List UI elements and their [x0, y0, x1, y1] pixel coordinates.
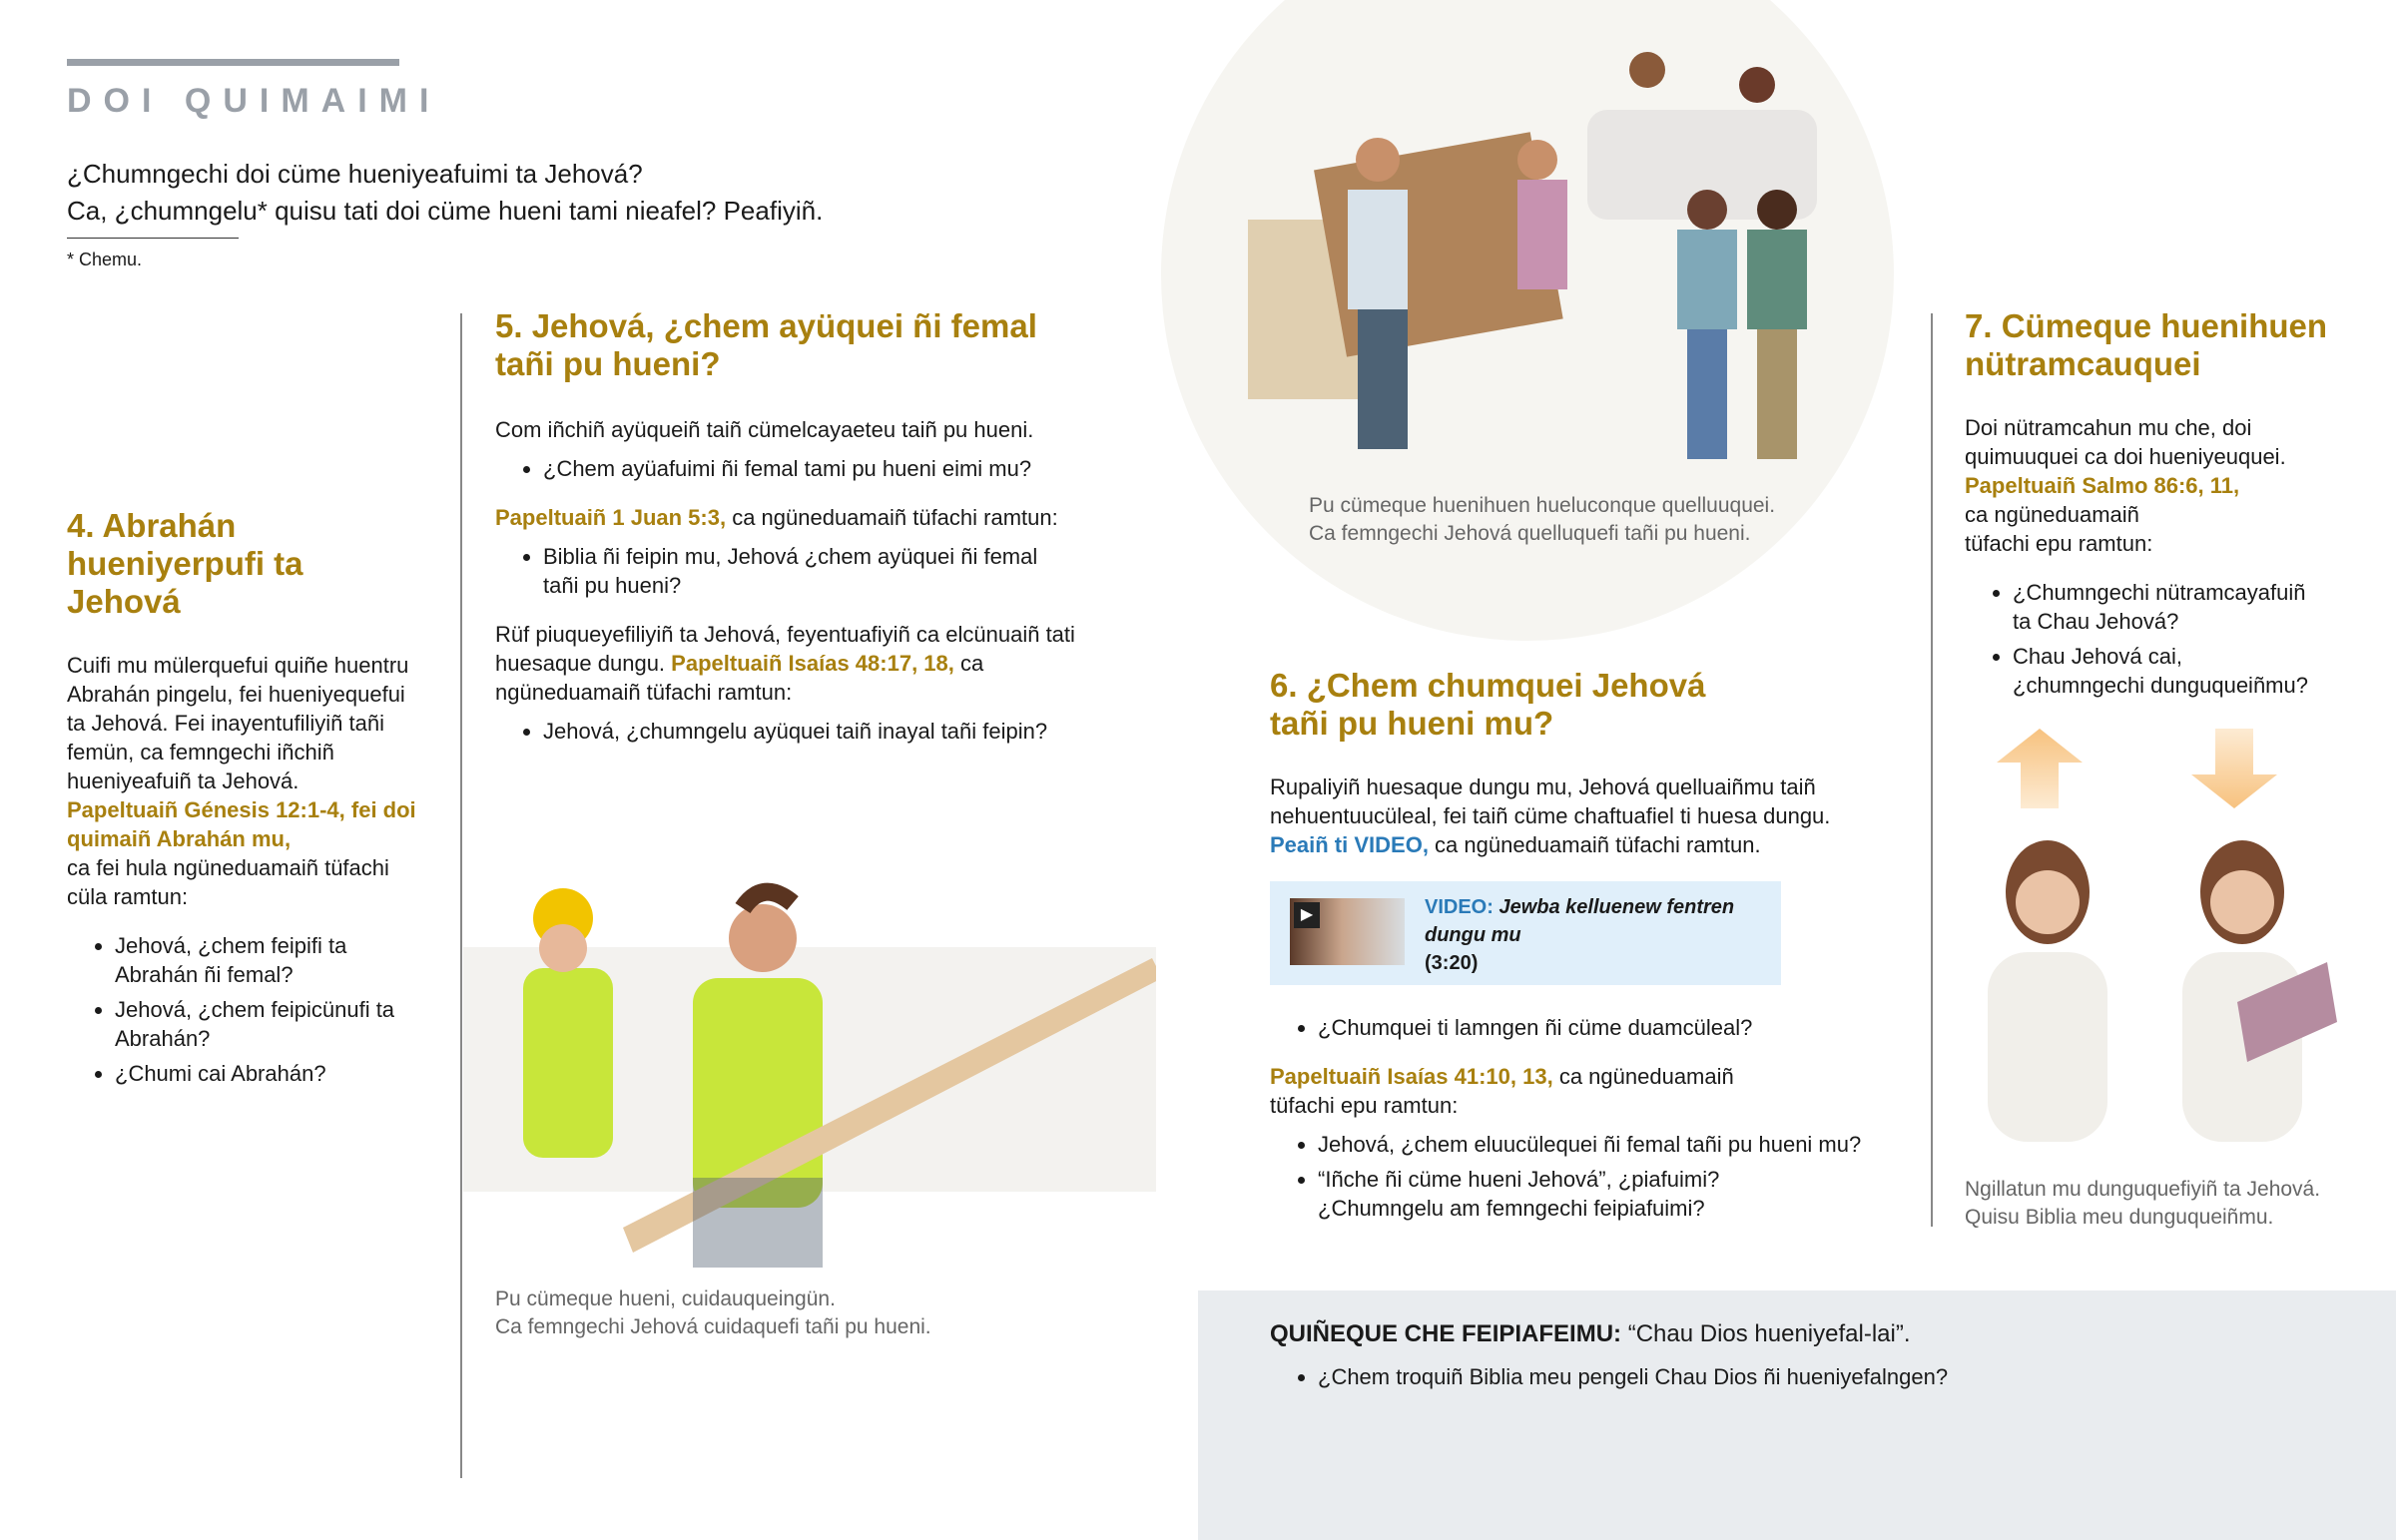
play-icon[interactable]: ▶ — [1294, 902, 1320, 928]
section-7-heading: 7. Cümeque huenihuen nütramcauquei — [1965, 307, 2328, 382]
section-7 — [1965, 307, 2364, 720]
instruction: ca ngüneduamaiñ tüfachi ramtun. — [1428, 832, 1761, 857]
footnote-divider — [67, 238, 239, 239]
scripture-link[interactable]: Papeltuaiñ Isaías 48:17, 18, — [671, 651, 954, 676]
construction-workers-illustration — [463, 868, 1156, 1278]
body-text: Rüf piuqueyefiliyiñ ta Jehová, feyentuafiyiñ ca elcünuaiñ tati huesaque dungu. — [495, 622, 1075, 676]
scripture-link[interactable]: Papeltuaiñ Isaías 41:10, 13, — [1270, 1064, 1553, 1089]
instruction: ca ngüneduamaiñ tüfachi ramtun: — [726, 505, 1058, 530]
question-item: • ¿Chumquei ti lamngen ñi cüme duamcüleal? — [1318, 1013, 1909, 1042]
friends-caption — [1309, 492, 1775, 548]
question-list — [67, 931, 426, 1088]
section-6-body — [1270, 772, 1869, 859]
caption-line: Ca femngechi Jehová quelluquefi tañi pu hueni. — [1309, 522, 1751, 545]
column-divider — [1931, 313, 1933, 1227]
scripture-link[interactable]: Papeltuaiñ 1 Juan 5:3, — [495, 505, 727, 530]
scripture-link[interactable]: Papeltuaiñ Salmo 86:6, 11, — [1965, 473, 2240, 498]
question-item: • Chau Jehová cai, ¿chumngechi dunguqueiñmu? — [2013, 642, 2312, 700]
arrow-up-icon — [1997, 729, 2083, 808]
question-item: • “Iñche ñi cüme hueni Jehová”, ¿piafuimi? ¿Chumngelu am femngechi feipiafuimi? — [1318, 1165, 1737, 1223]
workers-caption — [495, 1285, 931, 1341]
video-title[interactable]: Jewba kelluenew fentren dungu mu — [1425, 896, 1735, 946]
section-5-para2 — [495, 620, 1134, 707]
arrow-down-icon — [2191, 729, 2277, 808]
section-5 — [495, 307, 1134, 766]
question-item: • Jehová, ¿chumngelu ayüquei taiñ inayal tañi feipin? — [543, 717, 1134, 746]
caption-line: Ngillatun mu dunguquefiyiñ ta Jehová. — [1965, 1178, 2321, 1201]
column-divider — [460, 313, 462, 1478]
section-5-heading: 5. Jehová, ¿chem ayüquei ñi femal tañi pu hueni? — [495, 307, 1037, 382]
question-item: • ¿Chumi cai Abrahán? — [115, 1059, 426, 1088]
section-4-heading: 4. Abrahán hueniyerpufi ta Jehová — [67, 507, 303, 620]
section-6-ref-para — [1270, 1062, 1769, 1120]
instruction: ca ngüneduamaiñ tüfachi epu ramtun: — [1270, 1064, 1734, 1118]
woman-praying-and-reading-illustration — [1978, 832, 2357, 1152]
title-bar-decoration — [67, 59, 399, 66]
video-label: VIDEO: — [1425, 896, 1494, 918]
section-6 — [1270, 667, 1909, 879]
question-item: • Jehová, ¿chem feipicünufi ta Abrahán? — [115, 995, 426, 1053]
scripture-link[interactable]: Papeltuaiñ Génesis 12:1-4, fei doi quimaiñ Abrahán mu, — [67, 797, 416, 851]
video-duration: (3:20) — [1425, 952, 1479, 974]
friends-moving-furniture-illustration — [1248, 40, 1847, 469]
objection-statement — [1270, 1320, 1911, 1348]
caption-line: Pu cümeque hueni, cuidauqueingün. — [495, 1287, 836, 1310]
section-6-questions — [1270, 1013, 1909, 1243]
page-title: DOI QUIMAIMI — [67, 82, 441, 120]
section-6-heading: 6. ¿Chem chumquei Jehová tañi pu hueni mu? — [1270, 667, 1706, 742]
caption-line: Quisu Biblia meu dunguqueiñmu. — [1965, 1206, 2274, 1229]
question-list — [1270, 1362, 1948, 1397]
question-item: • Jehová, ¿chem feipifi ta Abrahán ñi femal? — [115, 931, 426, 989]
prayer-caption — [1965, 1176, 2320, 1232]
section-4-body: Cuifi mu mülerquefui quiñe huentru Abrahán pingelu, fei hueniyequefui ta Jehová. Fei inayentufiliyiñ tañi femün, ca femngechi iñchiñ hueniyeafuiñ ta Jehová. — [67, 653, 409, 793]
section-4-instruction: ca fei hula ngüneduamaiñ tüfachi cüla ramtun: — [67, 855, 389, 909]
question-item: • ¿Chem troquiñ Biblia meu pengeli Chau Dios ñi hueniyefalngen? — [1318, 1362, 1948, 1391]
question-item: • ¿Chem ayüafuimi ñi femal tami pu hueni eimi mu? — [543, 454, 1134, 483]
video-link[interactable]: Peaiñ ti VIDEO, — [1270, 832, 1429, 857]
objection-quote: “Chau Dios hueniyefal-lai”. — [1621, 1320, 1911, 1347]
objection-label: QUIÑEQUE CHE FEIPIAFEIMU: — [1270, 1320, 1622, 1347]
intro-line: Ca, ¿chumngelu* quisu tati doi cüme hueni tami nieafel? Peafiyiñ. — [67, 196, 824, 226]
section-4 — [67, 507, 426, 1108]
intro-line: ¿Chumngechi doi cüme hueniyeafuimi ta Jehová? — [67, 159, 643, 189]
video-card[interactable] — [1270, 881, 1781, 985]
caption-line: Pu cümeque huenihuen hueluconque quelluuquei. — [1309, 494, 1776, 517]
section-5-intro: Com iñchiñ ayüqueiñ taiñ cümelcayaeteu taiñ pu hueni. — [495, 417, 1034, 442]
question-item: • Biblia ñi feipin mu, Jehová ¿chem ayüquei ñi femal tañi pu hueni? — [543, 542, 1074, 600]
instruction: ca ngüneduamaiñ tüfachi epu ramtun: — [1965, 502, 2153, 556]
objection-box — [1198, 1290, 2396, 1540]
body-text: Rupaliyiñ huesaque dungu mu, Jehová quelluaiñmu taiñ nehuentuucüleal, fei taiñ cüme chaftuafiel ti huesa dungu. — [1270, 774, 1831, 828]
question-item: • Jehová, ¿chem eluucülequei ñi femal tañi pu hueni mu? — [1318, 1130, 1909, 1159]
intro-text — [67, 156, 823, 230]
caption-line: Ca femngechi Jehová cuidaquefi tañi pu hueni. — [495, 1315, 931, 1338]
video-info — [1425, 893, 1781, 977]
video-thumbnail[interactable] — [1290, 898, 1405, 965]
conversation-arrows — [1997, 727, 2296, 810]
instruction: ca ngüneduamaiñ tüfachi ramtun: — [495, 651, 984, 705]
section-7-body: Doi nütramcahun mu che, doi quimuuquei ca doi hueniyeuquei. — [1965, 415, 2286, 469]
footnote: * Chemu. — [67, 250, 143, 269]
section-5-ref1-para — [495, 503, 1134, 532]
question-item: • ¿Chumngechi nütramcayafuiñ ta Chau Jehová? — [2013, 578, 2312, 636]
